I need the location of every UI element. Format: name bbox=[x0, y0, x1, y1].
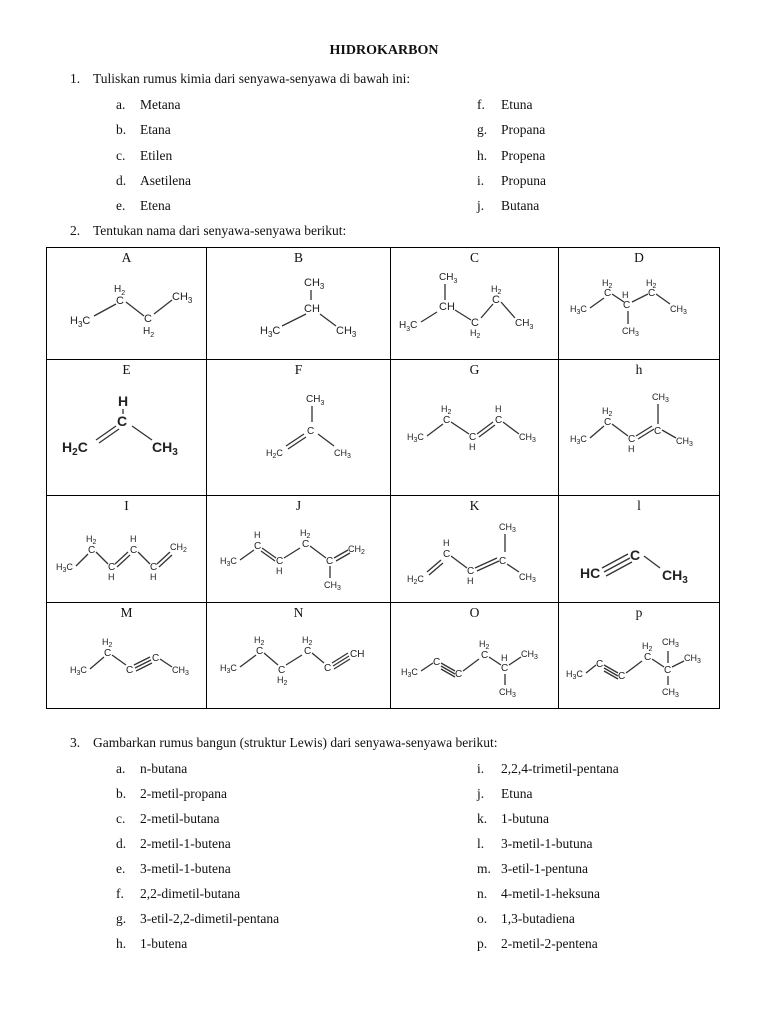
item-letter: h. bbox=[116, 936, 127, 951]
item-letter: i. bbox=[477, 761, 485, 776]
item-name: 1-butena bbox=[140, 936, 188, 951]
item-name: Etana bbox=[140, 122, 171, 138]
svg-text:H: H bbox=[253, 530, 260, 540]
svg-text:C: C bbox=[103, 648, 111, 659]
svg-text:CH3: $CH_3$ bbox=[333, 448, 351, 460]
svg-text:C: C bbox=[470, 317, 479, 329]
q3-item-right bbox=[477, 836, 592, 852]
item-letter: k. bbox=[477, 811, 488, 826]
item-letter: j. bbox=[477, 786, 485, 801]
item-letter: a. bbox=[116, 761, 126, 776]
q1-item-left bbox=[116, 97, 180, 113]
question-1 bbox=[70, 71, 410, 87]
q3-item-left bbox=[116, 911, 279, 927]
structures-table bbox=[46, 247, 720, 709]
svg-text:H: H bbox=[466, 576, 473, 586]
cell-label: D bbox=[634, 250, 644, 265]
svg-text:H: H bbox=[149, 572, 156, 582]
svg-text:C: C bbox=[125, 665, 133, 676]
q3-item-left bbox=[116, 761, 187, 777]
q3-item-left bbox=[116, 836, 231, 852]
q1-item-right bbox=[477, 97, 533, 113]
item-name: 2-metil-2-pentena bbox=[501, 936, 598, 951]
cell-label: F bbox=[294, 362, 303, 377]
svg-text:C: C bbox=[442, 415, 450, 426]
item-name: 2,2-dimetil-butana bbox=[140, 886, 241, 901]
svg-text:C: C bbox=[491, 294, 500, 306]
svg-text:CH3: $CH_3$ bbox=[662, 567, 688, 586]
cell-label: B bbox=[293, 250, 303, 265]
item-name: Butana bbox=[501, 198, 540, 214]
svg-text:CH3: $CH_3$ bbox=[684, 653, 701, 665]
structure-A bbox=[52, 266, 202, 346]
svg-text:C: C bbox=[325, 556, 333, 567]
svg-text:C: C bbox=[454, 669, 462, 680]
svg-text:H3C: $H_3C$ bbox=[259, 325, 280, 339]
cell-label: l bbox=[637, 498, 641, 513]
cell-K bbox=[391, 496, 559, 603]
structure-K bbox=[395, 514, 555, 594]
svg-text:C: C bbox=[301, 539, 309, 550]
svg-text:CH3: $CH_3$ bbox=[305, 394, 324, 407]
cell-C bbox=[391, 248, 559, 360]
svg-text:H2: $H_2$ bbox=[301, 635, 312, 647]
cell-F bbox=[207, 360, 391, 496]
cell-B bbox=[207, 248, 391, 360]
page-title: HIDROKARBON bbox=[329, 43, 439, 58]
svg-text:H3C: $H_3C$ bbox=[570, 304, 587, 316]
item-name: 1-butuna bbox=[501, 811, 549, 826]
svg-text:H2: $H_2$ bbox=[299, 528, 310, 540]
svg-text:C: C bbox=[275, 556, 283, 567]
svg-text:CH3: $CH_3$ bbox=[171, 665, 189, 677]
structure-G bbox=[395, 378, 555, 478]
svg-text:C: C bbox=[151, 653, 159, 664]
svg-text:H: H bbox=[107, 572, 114, 582]
svg-text:C: C bbox=[468, 432, 476, 443]
svg-text:CH3: $CH_3$ bbox=[303, 277, 324, 291]
q3-item-right bbox=[477, 911, 575, 927]
q3-item-right bbox=[477, 811, 549, 827]
item-name: Etena bbox=[140, 198, 171, 214]
cell-l bbox=[559, 496, 720, 603]
item-name: Metana bbox=[140, 97, 181, 112]
q3-item-right bbox=[477, 886, 600, 902]
svg-text:H2C: $H_2C$ bbox=[61, 439, 88, 458]
cell-label: I bbox=[124, 498, 129, 513]
item-letter: e. bbox=[116, 198, 126, 214]
svg-text:H: H bbox=[622, 290, 629, 300]
svg-text:H2: $H_2$ bbox=[113, 284, 125, 297]
svg-text:CH3: $CH_3$ bbox=[662, 687, 679, 699]
svg-text:H3C: $H_3C$ bbox=[566, 669, 583, 681]
structure-p bbox=[564, 621, 714, 701]
svg-text:C: C bbox=[87, 545, 95, 556]
structure-B bbox=[224, 266, 374, 346]
cell-M bbox=[47, 603, 207, 709]
svg-text:C: C bbox=[255, 646, 263, 657]
question-1-number: 1. bbox=[70, 71, 81, 86]
svg-text:H2C: $H_2C$ bbox=[406, 574, 424, 586]
svg-text:CH3: $CH_3$ bbox=[498, 687, 516, 699]
svg-text:CH3: $CH_3$ bbox=[518, 432, 536, 444]
svg-text:CH3: $CH_3$ bbox=[622, 326, 639, 338]
item-name: Propena bbox=[501, 147, 546, 163]
svg-text:H3C: $H_3C$ bbox=[570, 434, 587, 446]
q1-item-left bbox=[116, 198, 171, 214]
svg-text:C: C bbox=[432, 657, 440, 668]
svg-text:CH3: $CH_3$ bbox=[670, 304, 687, 316]
item-letter: d. bbox=[116, 172, 127, 188]
item-name: Etilen bbox=[140, 147, 173, 163]
cell-label: J bbox=[295, 498, 302, 513]
svg-text:H3C: $H_3C$ bbox=[69, 665, 87, 677]
svg-text:H2: $H_2$ bbox=[253, 635, 264, 647]
svg-text:H: H bbox=[494, 404, 501, 414]
svg-text:C: C bbox=[644, 652, 652, 663]
svg-text:H: H bbox=[129, 534, 136, 544]
q3-item-left bbox=[116, 811, 219, 827]
cell-label: G bbox=[469, 362, 480, 377]
svg-text:H2: $H_2$ bbox=[85, 534, 96, 546]
svg-text:CH3: $CH_3$ bbox=[676, 436, 693, 448]
svg-text:CH3: $CH_3$ bbox=[171, 291, 192, 305]
svg-text:CH3: $CH_3$ bbox=[438, 272, 457, 285]
cell-p bbox=[559, 603, 720, 709]
q3-item-right bbox=[477, 761, 619, 777]
svg-text:H2: $H_2$ bbox=[642, 641, 653, 653]
svg-text:H2: $H_2$ bbox=[440, 404, 451, 416]
item-letter: g. bbox=[116, 911, 127, 926]
structure-l bbox=[564, 514, 714, 594]
svg-text:C: C bbox=[618, 671, 626, 682]
structure-D bbox=[564, 266, 714, 346]
item-letter: c. bbox=[116, 811, 126, 826]
q3-item-right bbox=[477, 936, 598, 952]
svg-text:C: C bbox=[116, 413, 127, 429]
q3-item-left bbox=[116, 861, 231, 877]
svg-text:C: C bbox=[149, 562, 157, 573]
svg-text:H: H bbox=[442, 538, 449, 548]
item-letter: b. bbox=[116, 786, 127, 801]
svg-text:CH: CH bbox=[303, 303, 320, 315]
svg-text:C: C bbox=[277, 665, 285, 676]
svg-text:H: H bbox=[275, 566, 282, 576]
item-name: Etuna bbox=[501, 97, 533, 112]
svg-text:C: C bbox=[480, 650, 488, 661]
svg-text:H3C: $H_3C$ bbox=[55, 562, 73, 574]
item-letter: h. bbox=[477, 147, 488, 163]
cell-label: p bbox=[635, 605, 643, 620]
svg-text:H3C: $H_3C$ bbox=[69, 315, 90, 329]
item-name: Asetilena bbox=[140, 172, 191, 188]
svg-text:C: C bbox=[648, 288, 656, 299]
q3-item-left bbox=[116, 886, 240, 902]
svg-text:H2: $H_2$ bbox=[142, 326, 154, 339]
svg-text:H2C: $H_2C$ bbox=[265, 448, 283, 460]
svg-text:H2: $H_2$ bbox=[646, 278, 657, 290]
svg-text:CH3: $CH_3$ bbox=[652, 392, 669, 404]
item-name: 3-etil-1-pentuna bbox=[501, 861, 588, 876]
item-letter: g. bbox=[477, 122, 488, 138]
structure-h bbox=[564, 378, 714, 478]
item-name: 2-metil-1-butena bbox=[140, 836, 231, 851]
item-name: 3-metil-1-butuna bbox=[501, 836, 593, 851]
q3-item-left bbox=[116, 786, 227, 802]
q1-item-right bbox=[477, 198, 539, 214]
svg-text:H3C: $H_3C$ bbox=[400, 667, 418, 679]
svg-text:C: C bbox=[115, 295, 124, 307]
q1-item-left bbox=[116, 173, 191, 189]
question-2 bbox=[70, 223, 346, 239]
item-name: 3-metil-1-butena bbox=[140, 861, 231, 876]
svg-text:H2: $H_2$ bbox=[602, 278, 613, 290]
item-letter: b. bbox=[116, 122, 127, 138]
structure-J bbox=[214, 514, 384, 594]
svg-text:CH3: $CH_3$ bbox=[518, 572, 536, 584]
q1-item-left bbox=[116, 148, 172, 164]
svg-text:C: C bbox=[604, 288, 612, 299]
item-name: 2-metil-propana bbox=[140, 786, 227, 801]
svg-text:C: C bbox=[442, 549, 450, 560]
q1-item-left bbox=[116, 122, 171, 138]
item-letter: p. bbox=[477, 936, 488, 951]
svg-text:C: C bbox=[306, 426, 314, 437]
item-name: 1,3-butadiena bbox=[501, 911, 575, 926]
structure-O bbox=[395, 621, 555, 701]
cell-label: E bbox=[122, 362, 131, 377]
svg-text:H3C: $H_3C$ bbox=[398, 320, 417, 333]
svg-text:H2: $H_2$ bbox=[469, 328, 480, 340]
item-letter: f. bbox=[116, 886, 124, 901]
question-3 bbox=[70, 735, 498, 751]
svg-text:H2: $H_2$ bbox=[478, 639, 489, 651]
question-2-number: 2. bbox=[70, 223, 81, 238]
svg-text:C: C bbox=[323, 663, 331, 674]
cell-label: M bbox=[120, 605, 133, 620]
item-letter: i. bbox=[477, 172, 485, 188]
svg-text:C: C bbox=[630, 547, 641, 563]
structure-C bbox=[395, 266, 555, 346]
svg-text:H3C: $H_3C$ bbox=[406, 432, 424, 444]
svg-text:C: C bbox=[129, 545, 137, 556]
q1-item-right bbox=[477, 122, 545, 138]
item-name: Propana bbox=[501, 122, 546, 138]
item-letter: d. bbox=[116, 836, 127, 851]
svg-text:C: C bbox=[654, 426, 662, 437]
item-name: Propuna bbox=[501, 172, 546, 188]
cell-N bbox=[207, 603, 391, 709]
item-letter: f. bbox=[477, 97, 485, 112]
item-letter: m. bbox=[477, 861, 491, 876]
svg-text:CH3: $CH_3$ bbox=[335, 325, 356, 339]
item-name: 4-metil-1-heksuna bbox=[501, 886, 600, 901]
svg-text:H2: $H_2$ bbox=[276, 675, 287, 687]
svg-text:H2: $H_2$ bbox=[101, 637, 112, 649]
cell-label: C bbox=[469, 250, 479, 265]
item-name: 2-metil-butana bbox=[140, 811, 220, 826]
svg-text:H3C: $H_3C$ bbox=[219, 556, 237, 568]
svg-text:H3C: $H_3C$ bbox=[219, 663, 237, 675]
cell-A bbox=[47, 248, 207, 360]
question-3-number: 3. bbox=[70, 735, 81, 750]
cell-label: N bbox=[293, 605, 304, 620]
item-name: 3-etil-2,2-dimetil-pentana bbox=[140, 911, 280, 926]
cell-I bbox=[47, 496, 207, 603]
cell-label: K bbox=[469, 498, 480, 513]
svg-text:C: C bbox=[143, 313, 152, 325]
svg-text:CH3: $CH_3$ bbox=[323, 580, 341, 592]
item-letter: c. bbox=[116, 147, 126, 163]
item-letter: l. bbox=[477, 836, 485, 851]
svg-text:CH3: $CH_3$ bbox=[514, 318, 533, 331]
structure-F bbox=[224, 378, 374, 478]
svg-text:C: C bbox=[604, 417, 612, 428]
q3-item-left bbox=[116, 936, 187, 952]
svg-text:C: C bbox=[303, 646, 311, 657]
svg-text:CH3: $CH_3$ bbox=[498, 522, 516, 534]
svg-text:C: C bbox=[623, 300, 631, 311]
item-letter: o. bbox=[477, 911, 488, 926]
structure-M bbox=[52, 621, 202, 701]
q3-item-right bbox=[477, 861, 588, 877]
item-letter: a. bbox=[116, 97, 126, 112]
item-letter: n. bbox=[477, 886, 488, 901]
svg-text:C: C bbox=[664, 665, 672, 676]
svg-text:C: C bbox=[466, 566, 474, 577]
svg-text:C: C bbox=[107, 562, 115, 573]
svg-text:H: H bbox=[500, 653, 507, 663]
cell-E bbox=[47, 360, 207, 496]
svg-text:CH3: $CH_3$ bbox=[151, 439, 178, 458]
svg-text:H: H bbox=[468, 442, 475, 452]
cell-O bbox=[391, 603, 559, 709]
svg-text:C: C bbox=[628, 434, 636, 445]
cell-G bbox=[391, 360, 559, 496]
svg-text:C: C bbox=[498, 556, 506, 567]
item-name: Etuna bbox=[501, 786, 533, 801]
svg-text:CH: CH bbox=[349, 649, 364, 660]
svg-text:H2: $H_2$ bbox=[602, 406, 613, 418]
svg-text:C: C bbox=[494, 415, 502, 426]
structure-I bbox=[52, 514, 202, 594]
svg-text:CH3: $CH_3$ bbox=[520, 649, 538, 661]
cell-J bbox=[207, 496, 391, 603]
question-3-text: Gambarkan rumus bangun (struktur Lewis) dari senyawa-senyawa berikut: bbox=[93, 735, 498, 750]
svg-text:CH: CH bbox=[438, 301, 455, 313]
item-name: 2,2,4-trimetil-pentana bbox=[501, 761, 619, 776]
svg-text:CH2: $CH_2$ bbox=[347, 544, 365, 556]
svg-text:CH2: $CH_2$ bbox=[169, 542, 187, 554]
svg-text:H2: $H_2$ bbox=[490, 284, 501, 296]
item-letter: j. bbox=[477, 198, 485, 214]
cell-h bbox=[559, 360, 720, 496]
q3-item-right bbox=[477, 786, 533, 802]
svg-text:HC: HC bbox=[580, 565, 601, 581]
cell-label: h bbox=[635, 362, 643, 377]
question-2-text: Tentukan nama dari senyawa-senyawa berikut: bbox=[93, 223, 347, 238]
svg-text:C: C bbox=[596, 659, 604, 670]
svg-text:C: C bbox=[500, 663, 508, 674]
cell-label: A bbox=[121, 250, 132, 265]
svg-text:CH3: $CH_3$ bbox=[662, 637, 679, 649]
item-letter: e. bbox=[116, 861, 126, 876]
q1-item-right bbox=[477, 173, 546, 189]
question-1-text: Tuliskan rumus kimia dari senyawa-senyawa di bawah ini: bbox=[93, 71, 411, 86]
svg-text:H: H bbox=[628, 444, 635, 454]
cell-D bbox=[559, 248, 720, 360]
structure-N bbox=[214, 621, 384, 701]
structure-E bbox=[52, 378, 202, 478]
svg-text:C: C bbox=[253, 541, 261, 552]
svg-text:H: H bbox=[117, 393, 128, 409]
cell-label: O bbox=[469, 605, 480, 620]
q1-item-right bbox=[477, 148, 545, 164]
item-name: n-butana bbox=[140, 761, 188, 776]
